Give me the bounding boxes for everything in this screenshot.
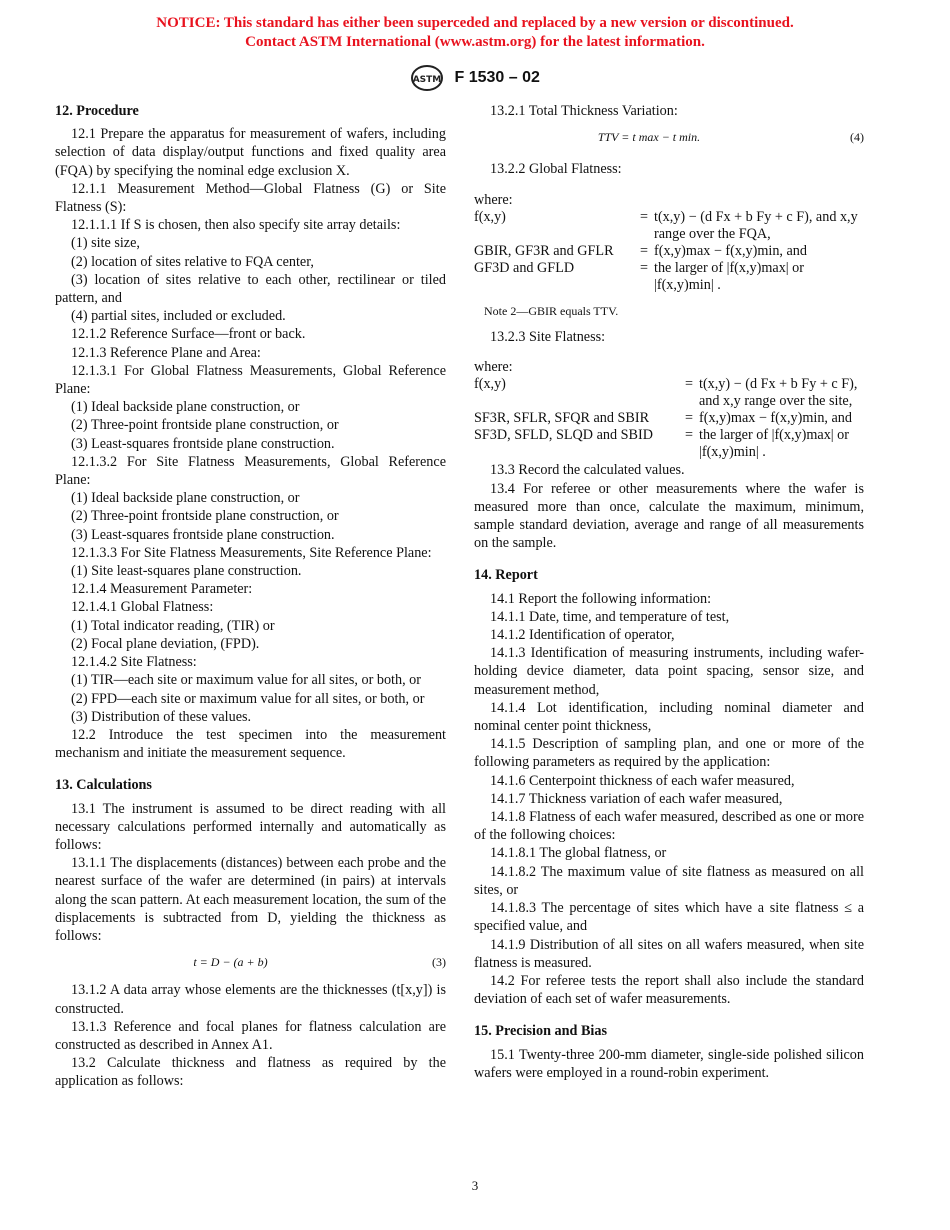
section-13-heading: 13. Calculations — [55, 777, 152, 794]
definition-term: GBIR, GF3R and GFLR — [474, 242, 614, 259]
para-12-1-3-1: 12.1.3.1 For Global Flatness Measurements, Global Reference Plane: — [55, 362, 446, 398]
definition-term: f(x,y) — [474, 376, 506, 393]
page-header — [0, 64, 950, 92]
document-id: F 1530 – 02 — [454, 69, 540, 86]
definition-text: the larger of |f(x,y)max| or |f(x,y)min| . — [699, 427, 849, 461]
definition-term: SF3D, SFLD, SLQD and SBID — [474, 427, 653, 444]
para-12-1-3-2: 12.1.3.2 For Site Flatness Measurements, Global Reference Plane: — [55, 453, 446, 489]
list-item: 14.1.8.3 The percentage of sites which have a site flatness ≤ a specified value, and — [474, 900, 864, 935]
definition-operator: = — [684, 376, 693, 393]
para-13-1: 13.1 The instrument is assumed to be direct reading with all necessary calculations performed internally and automatically as follows: — [55, 800, 446, 853]
section-14-heading: 14. Report — [474, 567, 538, 584]
equation-4-expression: TTV = t max − t min. — [597, 130, 701, 145]
para-12-2: 12.2 Introduce the test specimen into the measurement mechanism and initiate the measurement sequence. — [55, 726, 446, 762]
list-item: 14.1.3 Identification of measuring instruments, including wafer-holding device diameter, data point spacing, sensor size, and measurement method, — [474, 645, 864, 698]
list-item: (2) Three-point frontside plane construction, or — [71, 417, 339, 434]
list-item: (3) Least-squares frontside plane construction. — [71, 435, 335, 452]
list-item: (1) site size, — [71, 235, 140, 252]
list-item: (3) Distribution of these values. — [71, 708, 252, 725]
list-item: (1) Site least-squares plane construction. — [71, 563, 302, 580]
list-item: (3) location of sites relative to each other, rectilinear or tiled pattern, and — [55, 271, 446, 307]
para-12-1-4-1: 12.1.4.1 Global Flatness: — [71, 599, 214, 616]
list-item: (4) partial sites, included or excluded. — [71, 308, 286, 325]
table-row — [474, 209, 864, 243]
definition-operator: = — [684, 427, 693, 444]
list-item: 14.1.4 Lot identification, including nominal diameter and nominal center point thickness, — [474, 699, 864, 735]
list-item: (2) Focal plane deviation, (FPD). — [71, 635, 260, 652]
definition-text: t(x,y) − (d Fx + b Fy + c F), and x,y range over the FQA, — [654, 208, 858, 242]
list-item: 14.1.9 Distribution of all sites on all wafers measured, when site flatness is measured. — [474, 936, 864, 971]
astm-logo-icon — [410, 64, 444, 92]
table-row — [474, 376, 864, 410]
note-2: Note 2—GBIR equals TTV. — [484, 303, 619, 318]
definition-operator: = — [639, 208, 648, 225]
table-row — [474, 427, 864, 461]
list-item: 14.1.7 Thickness variation of each wafer measured, — [490, 790, 783, 807]
right-column — [474, 102, 864, 1082]
list-item: 14.2 For referee tests the report shall also include the standard deviation of each set of wafer measurements. — [474, 972, 864, 1008]
svg-text:ASTM: ASTM — [412, 75, 442, 85]
para-13-1-3: 13.1.3 Reference and focal planes for flatness calculation are constructed as described in Annex A1. — [55, 1018, 446, 1053]
supersession-notice — [0, 14, 950, 52]
para-12-1-3: 12.1.3 Reference Plane and Area: — [71, 344, 261, 361]
where-label: where: — [474, 359, 513, 376]
list-item: 14.1.8 Flatness of each wafer measured, described as one or more of the following choices: — [474, 809, 864, 844]
page-number: 3 — [471, 1178, 479, 1193]
list-item: 14.1.5 Description of sampling plan, and one or more of the following parameters as required by the application: — [474, 736, 864, 771]
para-13-2-3: 13.2.3 Site Flatness: — [490, 329, 606, 346]
para-13-1-2: 13.1.2 A data array whose elements are the thicknesses (t[x,y]) is constructed. — [55, 982, 446, 1017]
list-item: (2) FPD—each site or maximum value for all sites, or both, or — [71, 690, 425, 707]
where-label: where: — [474, 191, 513, 208]
para-13-2-2: 13.2.2 Global Flatness: — [490, 161, 622, 178]
list-item: (1) TIR—each site or maximum value for all sites, or both, or — [71, 672, 422, 689]
list-item: 14.1.6 Centerpoint thickness of each wafer measured, — [490, 772, 795, 789]
para-12-1-2: 12.1.2 Reference Surface—front or back. — [71, 326, 306, 343]
section-15-heading: 15. Precision and Bias — [474, 1023, 607, 1040]
equation-3 — [55, 953, 446, 971]
list-item: 14.1.8.1 The global flatness, or — [490, 845, 667, 862]
para-15-1: 15.1 Twenty-three 200-mm diameter, single-side polished silicon wafers were employed in a round-robin experiment. — [474, 1046, 864, 1081]
list-item: 14.1.8.2 The maximum value of site flatness as measured on all sites, or — [474, 863, 864, 898]
list-item: (3) Least-squares frontside plane construction. — [71, 526, 335, 543]
para-13-1-1: 13.1.1 The displacements (distances) between each probe and the nearest surface of the wafer are determined (in pairs) at intervals along the scan pattern. At each measurement location, the sum of the displacements is subtracted from D, yielding the thickness as follows: — [55, 855, 446, 944]
list-item: 14.1.1 Date, time, and temperature of test, — [490, 608, 730, 625]
site-flatness-definitions — [474, 376, 864, 461]
para-12-1-1: 12.1.1 Measurement Method—Global Flatness (G) or Site Flatness (S): — [55, 180, 446, 216]
equation-4 — [474, 128, 864, 146]
para-13-2: 13.2 Calculate thickness and flatness as required by the application as follows: — [55, 1055, 446, 1090]
notice-line-2: Contact ASTM International (www.astm.org) for the latest information. — [245, 34, 705, 50]
definition-operator: = — [684, 410, 693, 427]
left-column — [55, 102, 446, 1091]
list-item: 14.1.2 Identification of operator, — [490, 627, 675, 644]
para-12-1-1-1: 12.1.1.1 If S is chosen, then also specify site array details: — [71, 217, 401, 234]
para-13-4: 13.4 For referee or other measurements where the wafer is measured more than once, calculate the maximum, minimum, sample standard deviation, average and range of all measurements on the sample. — [474, 480, 864, 552]
list-item: (1) Ideal backside plane construction, or — [71, 399, 300, 416]
list-item: (1) Total indicator reading, (TIR) or — [71, 617, 275, 634]
definition-text: t(x,y) − (d Fx + b Fy + c F), and x,y range over the site, — [699, 376, 858, 410]
definition-text: f(x,y)max − f(x,y)min, and — [654, 242, 807, 259]
list-item: (2) location of sites relative to FQA center, — [71, 253, 314, 270]
definition-text: f(x,y)max − f(x,y)min, and — [699, 410, 852, 427]
para-13-3: 13.3 Record the calculated values. — [490, 462, 685, 479]
definition-term: SF3R, SFLR, SFQR and SBIR — [474, 410, 650, 427]
para-12-1-4: 12.1.4 Measurement Parameter: — [71, 581, 253, 598]
table-row — [474, 243, 864, 260]
definition-operator: = — [639, 259, 648, 276]
equation-4-number: (4) — [850, 130, 864, 145]
global-flatness-definitions — [474, 209, 864, 294]
para-12-1-4-2: 12.1.4.2 Site Flatness: — [71, 654, 197, 671]
definition-text: the larger of |f(x,y)max| or |f(x,y)min| . — [654, 259, 804, 293]
list-item: (1) Ideal backside plane construction, or — [71, 490, 300, 507]
para-12-1-3-3: 12.1.3.3 For Site Flatness Measurements, Site Reference Plane: — [71, 544, 432, 561]
notice-line-1: NOTICE: This standard has either been superceded and replaced by a new version or discontinued. — [156, 15, 794, 31]
equation-3-expression: t = D − (a + b) — [193, 955, 268, 970]
equation-3-number: (3) — [432, 955, 446, 970]
para-12-1: 12.1 Prepare the apparatus for measurement of wafers, including selection of data display/output functions and fixed quality area (FQA) by specifying the nominal edge exclusion X. — [55, 126, 446, 179]
para-13-2-1: 13.2.1 Total Thickness Variation: — [490, 103, 678, 119]
section-12-heading: 12. Procedure — [55, 103, 139, 119]
table-row — [474, 260, 864, 294]
list-item: 14.1 Report the following information: — [490, 590, 712, 607]
definition-operator: = — [639, 242, 648, 259]
definition-term: f(x,y) — [474, 208, 506, 225]
definition-term: GF3D and GFLD — [474, 259, 575, 276]
list-item: (2) Three-point frontside plane construction, or — [71, 508, 339, 525]
table-row — [474, 410, 864, 427]
